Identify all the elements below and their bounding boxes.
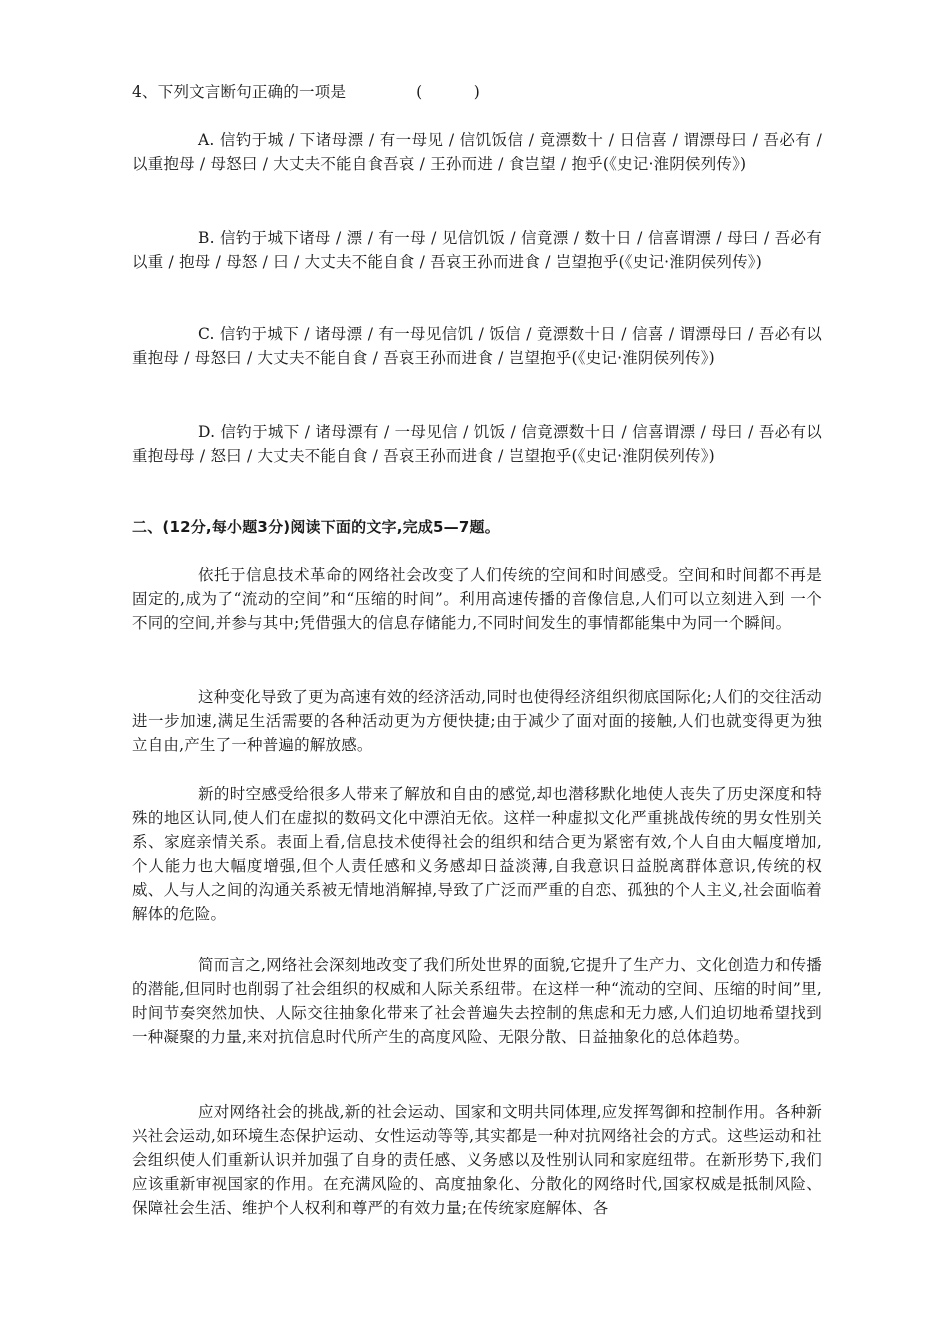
option-d: D. 信钓于城下 / 诸母漂有 / 一母见信 / 饥饭 / 信竟漂数十日 / 信喜谓漂 / 母曰 / 吾必有以重抱母母 / 怒曰 / 大丈夫不能自食 / 吾哀王孙而进食 / 岂望抱乎(《史记·淮阴侯列传》) [132,423,822,465]
paragraph-4: 简而言之,网络社会深刻地改变了我们所处世界的面貌,它提升了生产力、文化创造力和传播的潜能,但同时也削弱了社会组织的权威和人际关系纽带。在这样一种“流动的空间、压缩的时间”里,时间节奏突然加快、人际交往抽象化带来了社会普遍失去控制的焦虑和无力感,人们迫切地希望找到一种凝聚的力量,来对抗信息时代所产生的高度风险、无限分散、日益抽象化的总体趋势。 [132,956,822,1046]
paragraph-2: 这种变化导致了更为高速有效的经济活动,同时也使得经济组织彻底国际化;人们的交往活动进一步加速,满足生活需要的各种活动更为方便快捷;由于减少了面对面的接触,人们也就变得更为独立自由,产生了一种普遍的解放感。 [132,688,822,754]
paragraph-3: 新的时空感受给很多人带来了解放和自由的感觉,却也潜移默化地使人丧失了历史深度和特殊的地区认同,使人们在虚拟的数码文化中漂泊无依。这样一种虚拟文化严重挑战传统的男女性别关系、家庭亲情关系。表面上看,信息技术使得社会的组织和结合更为紧密有效,个人自由大幅度增加,个人能力也大幅度增强,但个人责任感和义务感却日益淡薄,自我意识日益脱离群体意识,传统的权威、人与人之间的沟通关系被无情地消解掉,导致了广泛而严重的自恋、孤独的个人主义,社会面临着解体的危险。 [132,785,822,923]
paragraph-1: 依托于信息技术革命的网络社会改变了人们传统的空间和时间感受。空间和时间都不再是固定的,成为了“流动的空间”和“压缩的时间”。利用高速传播的音像信息,人们可以立刻进入到 一个不同的空间,并参与其中;凭借强大的信息存储能力,不同时间发生的事情都能集中为同一个瞬间。 [132,566,822,632]
question-4-title [132,80,822,104]
section-2-title: 二、(12分,每小题3分)阅读下面的文字,完成5—7题。 [132,518,500,536]
option-a: A. 信钓于城 / 下诸母漂 / 有一母见 / 信饥饭信 / 竟漂数十 / 日信喜 / 谓漂母曰 / 吾必有 / 以重抱母 / 母怒曰 / 大丈夫不能自食吾哀 / 王孙而进 / 食岂望 / 抱乎(《史记·淮阴侯列传》) [132,131,822,173]
answer-parentheses: ( ) [416,83,480,101]
option-b: B. 信钓于城下诸母 / 漂 / 有一母 / 见信饥饭 / 信竟漂 / 数十日 / 信喜谓漂 / 母曰 / 吾必有以重 / 抱母 / 母怒 / 曰 / 大丈夫不能自食 / 吾哀王孙而进食 / 岂望抱乎(《史记·淮阴侯列传》) [132,229,822,271]
option-c: C. 信钓于城下 / 诸母漂 / 有一母见信饥 / 饭信 / 竟漂数十日 / 信喜 / 谓漂母曰 / 吾必有以重抱母 / 母怒曰 / 大丈夫不能自食 / 吾哀王孙而进食 / 岂望抱乎(《史记·淮阴侯列传》) [132,325,822,367]
question-4-text: 4、下列文言断句正确的一项是 [132,83,347,101]
paragraph-5: 应对网络社会的挑战,新的社会运动、国家和文明共同体理,应发挥驾御和控制作用。各种新兴社会运动,如环境生态保护运动、女性运动等等,其实都是一种对抗网络社会的方式。这些运动和社会组织使人们重新认识并加强了自身的责任感、义务感以及性别认同和家庭纽带。在新形势下,我们应该重新审视国家的作用。在充满风险的、高度抽象化、分散化的网络时代,国家权威是抵制风险、保障社会生活、维护个人权利和尊严的有效力量;在传统家庭解体、各 [132,1103,822,1217]
